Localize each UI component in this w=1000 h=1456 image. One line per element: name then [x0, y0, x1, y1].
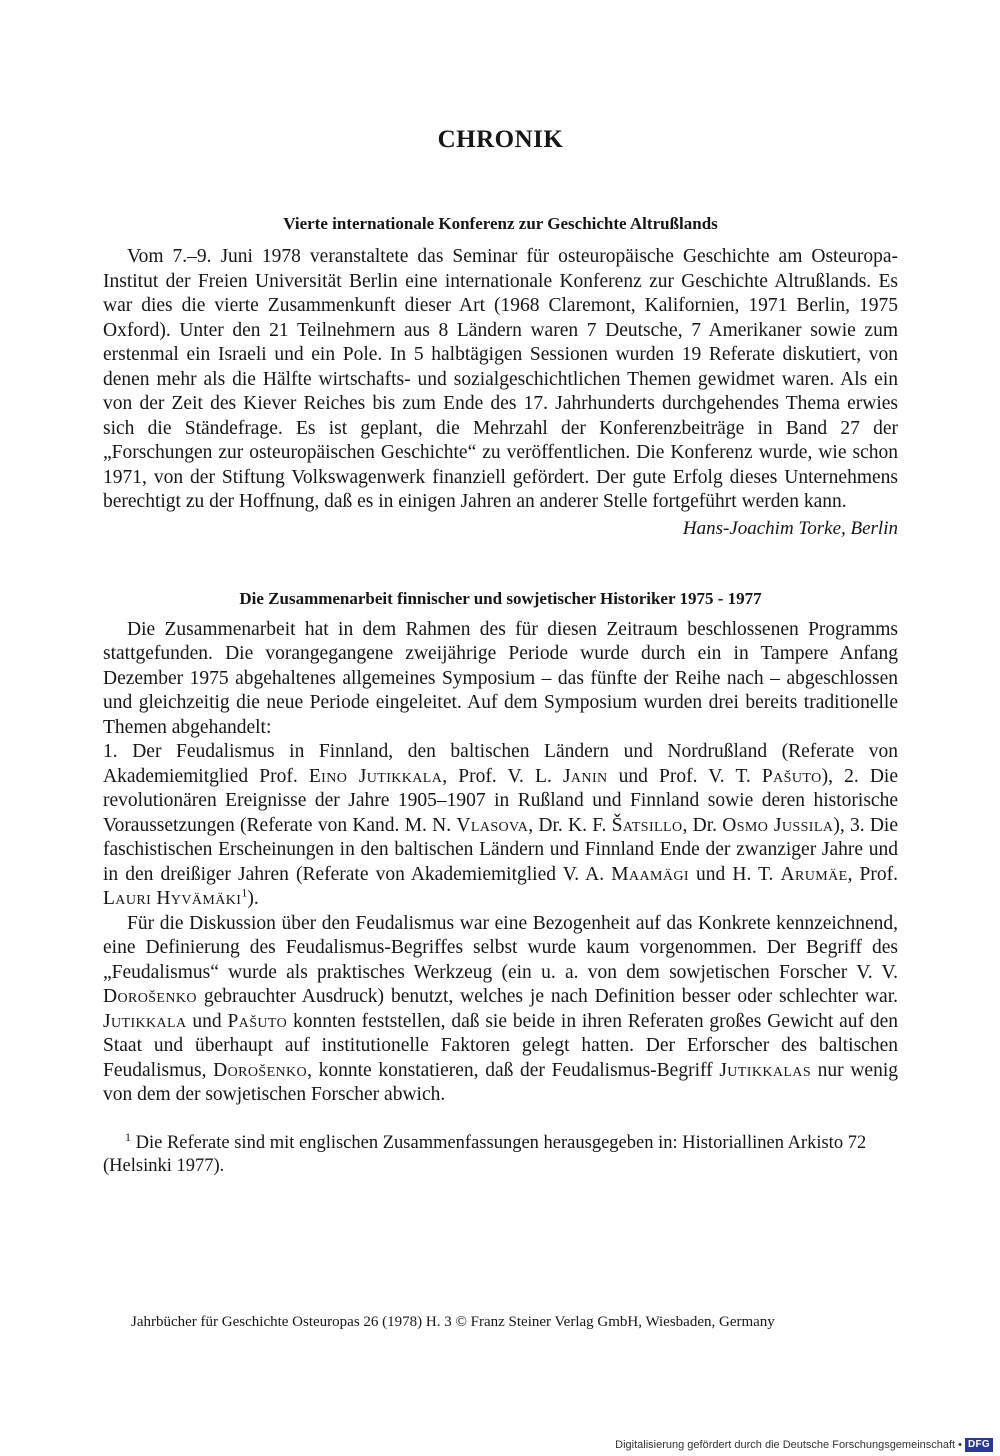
text-run: und Prof. V. T. [607, 765, 762, 787]
text-run: , Dr. [682, 814, 723, 836]
text-run: , konnte konstatieren, daß der Feudalismus-Begriff [307, 1059, 720, 1081]
author-name: Jutikkalas [719, 1059, 812, 1081]
author-name: Šatsillo [611, 814, 683, 836]
article-2-intro: Die Zusammenarbeit hat in dem Rahmen des für diesen Zeitraum beschlossenen Programms stattgefunden. Die vorangegangene zweijährige Periode wurde durch ein in Tampere Anfang Dezember 1975 abgehaltenes allgemeines Symposium – das fünfte der Reihe nach – abgeschlossen und gleichzeitig die neue Periode eingeleitet. Auf dem Symposium wurden drei bereits traditionelle Themen abgehandelt: [103, 618, 898, 738]
footnote [103, 1129, 898, 1178]
author-name: Janin [562, 765, 608, 787]
journal-footer: Jahrbücher für Geschichte Osteuropas 26 (1978) H. 3 © Franz Steiner Verlag GmbH, Wiesbaden, Germany [131, 1314, 775, 1330]
dfg-banner [615, 1437, 993, 1452]
author-name: Lauri Hyvämäki [103, 888, 242, 909]
text-run: nur wenig von dem der sowjetischen Forscher abwich. [103, 1059, 899, 1105]
dfg-banner-text: Digitalisierung gefördert durch die Deutsche Forschungsgemeinschaft [615, 1438, 956, 1451]
footnote-text: Die Referate sind mit englischen Zusammenfassungen herausgegeben in: Historiallinen Arkisto 72 (Helsinki 1977). [103, 1132, 867, 1176]
article-2-paragraph-2 [103, 912, 898, 1108]
text-run: und [186, 1010, 228, 1032]
text-run: und H. T. [688, 863, 781, 885]
author-name: Eino Jutikkala [308, 765, 443, 787]
author-name: Pašuto [761, 765, 822, 787]
article-2-title: Die Zusammenarbeit finnischer und sowjetischer Historiker 1975 - 1977 [239, 588, 762, 608]
text-run: gebrauchter Ausdruck) benutzt, welches je nach Definition besser oder schlechter war. [196, 986, 898, 1007]
text-run: , Dr. K. F. [528, 814, 612, 836]
author-name: Osmo Jussila [722, 814, 834, 836]
article-1-author: Hans-Joachim Torke, Berlin [682, 517, 898, 539]
page-title: CHRONIK [437, 126, 564, 153]
article-1-title: Vierte internationale Konferenz zur Geschichte Altrußlands [283, 214, 718, 233]
text-run: , Prof. V. L. [442, 765, 563, 787]
article-1-body: Vom 7.–9. Juni 1978 veranstaltete das Seminar für osteuropäische Geschichte am Osteuropa-Institut der Freien Universität Berlin eine internationale Konferenz zur Geschichte Altrußlands. Es war dies die vierte Zusammenkunft dieser Art (1968 Claremont, Kalifornien, 1971 Berlin, 1975 Oxford). Unter den 21 Teilnehmern aus 8 Ländern waren 7 Deutsche, 7 Amerikaner sowie zum erstenmal ein Israeli und ein Pole. In 5 halbtägigen Sessionen wurden 19 Referate diskutiert, von denen mehr als die Hälfte wirtschafts- und sozialgeschichtlichen Themen gewidmet waren. Als ein von der Zeit des Kiever Reiches bis zum Ende des 17. Jahrhunderts durchgehendes Thema erwies sich die Ständefrage. Es ist geplant, die Mehrzahl der Konferenzbeiträge in Band 27 der „Forschungen zur osteuropäischen Geschichte“ zu veröffentlichen. Die Konferenz wurde, wie schon 1971, von der Stiftung Volkswagenwerk finanziell gefördert. Der gute Erfolg dieses Unternehmens berechtigt zu der Hoffnung, daß es in einigen Jahren an anderer Stelle fortgeführt werden kann. [103, 246, 898, 512]
text-run: , Prof. [847, 863, 898, 885]
author-name: Maamägi [611, 863, 689, 885]
author-name: Jutikkala [103, 1010, 187, 1032]
text-run: Für die Diskussion über den Feudalismus war eine Bezogenheit auf das Konkrete kennzeichnend, eine Definierung des Feudalismus-Begriffes selbst wurde kaum vorgenommen. Der Begriff des „Feudalismus“ wurde als praktisches Werkzeug (ein u. a. von dem sowjetischen Forscher V. V. [103, 912, 898, 983]
dfg-logo-icon: DFG [965, 1438, 993, 1452]
author-name: Dorošenko [103, 986, 197, 1007]
author-name: Vlasova [456, 814, 529, 836]
author-name: Arumäe [780, 863, 848, 885]
page-content [103, 120, 898, 1178]
text-run: ), 3. Die faschistischen Erscheinungen in den baltischen Ländern und Finnland Ende der zwanziger Jahre und in den dreißiger Jahren (Referate von Akademiemitglied V. A. [103, 814, 899, 885]
author-name: Pašuto [227, 1010, 288, 1032]
separator-dot: • [958, 1438, 962, 1451]
footnote-marker: 1 [125, 1129, 131, 1144]
text-run: ). [247, 888, 259, 909]
text-run: ), 2. Die revolutionären Ereignisse der Jahre 1905–1907 in Rußland und Finnland sowie deren historische Voraussetzungen (Referate von Kand. M. N. [103, 765, 898, 836]
article-2-topics [103, 740, 898, 912]
article-2-paragraph-1 [103, 618, 898, 912]
text-run: 1. Der Feudalismus in Finnland, den baltischen Ländern und Nordrußland (Referate von Akademiemitglied Prof. [103, 741, 898, 787]
author-name: Dorošenko [213, 1059, 308, 1081]
text-run: konnten feststellen, daß sie beide in ihren Referaten großes Gewicht auf den Staat und überhaupt auf institutionelle Faktoren gelegt hatten. Der Erforscher des baltischen Feudalismus, [103, 1010, 899, 1081]
footnote-reference: 1 [241, 885, 248, 900]
